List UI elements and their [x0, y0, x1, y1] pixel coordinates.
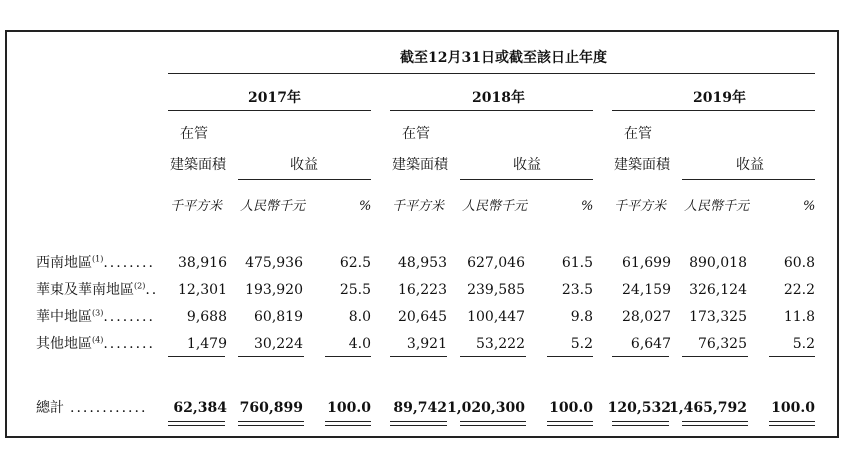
year-rule-2018 — [390, 110, 593, 111]
total-cell: 760,899 — [239, 400, 303, 416]
area-header-line1: 在管 — [180, 126, 208, 142]
table-cell: 48,953 — [398, 255, 447, 271]
table-cell: 326,124 — [689, 282, 747, 298]
table-cell: 30,224 — [254, 336, 303, 352]
unit-pct: % — [581, 199, 594, 214]
revenue-rule — [238, 179, 371, 180]
table-cell: 60.8 — [783, 255, 815, 271]
total-cell: 89,742 — [393, 400, 447, 416]
subtotal-rule — [390, 356, 447, 357]
year-2019: 2019年 — [693, 90, 746, 106]
unit-pct: % — [359, 199, 372, 214]
unit-rmb: 人民幣千元 — [240, 199, 306, 214]
subtotal-rule — [612, 356, 669, 357]
table-cell: 16,223 — [398, 282, 447, 298]
table-cell: 61,699 — [622, 255, 671, 271]
unit-rmb: 人民幣千元 — [462, 199, 528, 214]
table-cell: 22.2 — [783, 282, 815, 298]
table-cell: 62.5 — [339, 255, 371, 271]
area-header-line1: 在管 — [624, 126, 652, 142]
table-cell: 890,018 — [689, 255, 747, 271]
total-double-rule — [769, 421, 815, 426]
year-2018: 2018年 — [472, 90, 525, 106]
revenue-rule — [682, 179, 815, 180]
unit-area: 千平方米 — [614, 199, 667, 214]
table-cell: 6,647 — [630, 336, 671, 352]
subtotal-rule — [769, 356, 815, 357]
year-2017: 2017年 — [248, 90, 301, 106]
table-cell: 5.2 — [792, 336, 815, 352]
area-header-line2: 建築面積 — [170, 157, 226, 173]
period-title: 截至12月31日或截至該日止年度 — [400, 50, 607, 66]
table-cell: 25.5 — [339, 282, 371, 298]
row-label: 華東及華南地區$^{(2)}$.. — [36, 281, 159, 298]
year-rule-2019 — [612, 110, 815, 111]
total-double-rule — [547, 421, 593, 426]
total-cell: 100.0 — [771, 400, 815, 416]
title-rule — [168, 73, 815, 74]
total-label: 總計 ............ — [36, 400, 148, 416]
table-cell: 100,447 — [467, 309, 525, 325]
area-header-line2: 建築面積 — [614, 157, 670, 173]
revenue-rule — [460, 179, 593, 180]
subtotal-rule — [238, 356, 304, 357]
revenue-header: 收益 — [513, 157, 541, 173]
total-double-rule — [325, 421, 371, 426]
unit-rmb: 人民幣千元 — [684, 199, 750, 214]
table-cell: 76,325 — [698, 336, 747, 352]
total-cell: 62,384 — [173, 400, 227, 416]
total-double-rule — [460, 421, 526, 426]
subtotal-rule — [168, 356, 225, 357]
table-cell: 60,819 — [254, 309, 303, 325]
total-cell: 100.0 — [327, 400, 371, 416]
total-cell: 100.0 — [549, 400, 593, 416]
table-cell: 11.8 — [783, 309, 815, 325]
table-cell: 239,585 — [467, 282, 525, 298]
total-cell: 120,532 — [607, 400, 671, 416]
unit-area: 千平方米 — [392, 199, 445, 214]
subtotal-rule — [325, 356, 371, 357]
total-double-rule — [612, 421, 669, 426]
area-header-line2: 建築面積 — [392, 157, 448, 173]
revenue-header: 收益 — [290, 157, 318, 173]
total-double-rule — [238, 421, 304, 426]
table-cell: 12,301 — [178, 282, 227, 298]
table-cell: 4.0 — [348, 336, 371, 352]
table-cell: 38,916 — [178, 255, 227, 271]
row-label: 西南地區$^{(1)}$........ — [36, 254, 155, 271]
total-double-rule — [168, 421, 225, 426]
table-cell: 28,027 — [622, 309, 671, 325]
table-cell: 61.5 — [561, 255, 593, 271]
subtotal-rule — [460, 356, 526, 357]
table-cell: 9,688 — [186, 309, 227, 325]
subtotal-rule — [547, 356, 593, 357]
unit-pct: % — [803, 199, 816, 214]
table-cell: 627,046 — [467, 255, 525, 271]
subtotal-rule — [682, 356, 748, 357]
table-cell: 3,921 — [406, 336, 447, 352]
table-cell: 53,222 — [476, 336, 525, 352]
table-cell: 475,936 — [245, 255, 303, 271]
year-rule-2017 — [168, 110, 371, 111]
table-cell: 23.5 — [561, 282, 593, 298]
total-double-rule — [390, 421, 447, 426]
table-cell: 8.0 — [348, 309, 371, 325]
table-cell: 24,159 — [622, 282, 671, 298]
area-header-line1: 在管 — [402, 126, 430, 142]
row-label: 華中地區$^{(3)}$........ — [36, 308, 155, 325]
unit-area: 千平方米 — [170, 199, 223, 214]
total-double-rule — [682, 421, 748, 426]
revenue-header: 收益 — [736, 157, 764, 173]
table-cell: 1,479 — [186, 336, 227, 352]
table-cell: 173,325 — [689, 309, 747, 325]
total-cell: 1,020,300 — [447, 400, 525, 416]
table-cell: 5.2 — [570, 336, 593, 352]
row-label: 其他地區$^{(4)}$........ — [36, 335, 155, 352]
table-cell: 193,920 — [245, 282, 303, 298]
table-cell: 20,645 — [398, 309, 447, 325]
total-cell: 1,465,792 — [669, 400, 747, 416]
table-cell: 9.8 — [570, 309, 593, 325]
